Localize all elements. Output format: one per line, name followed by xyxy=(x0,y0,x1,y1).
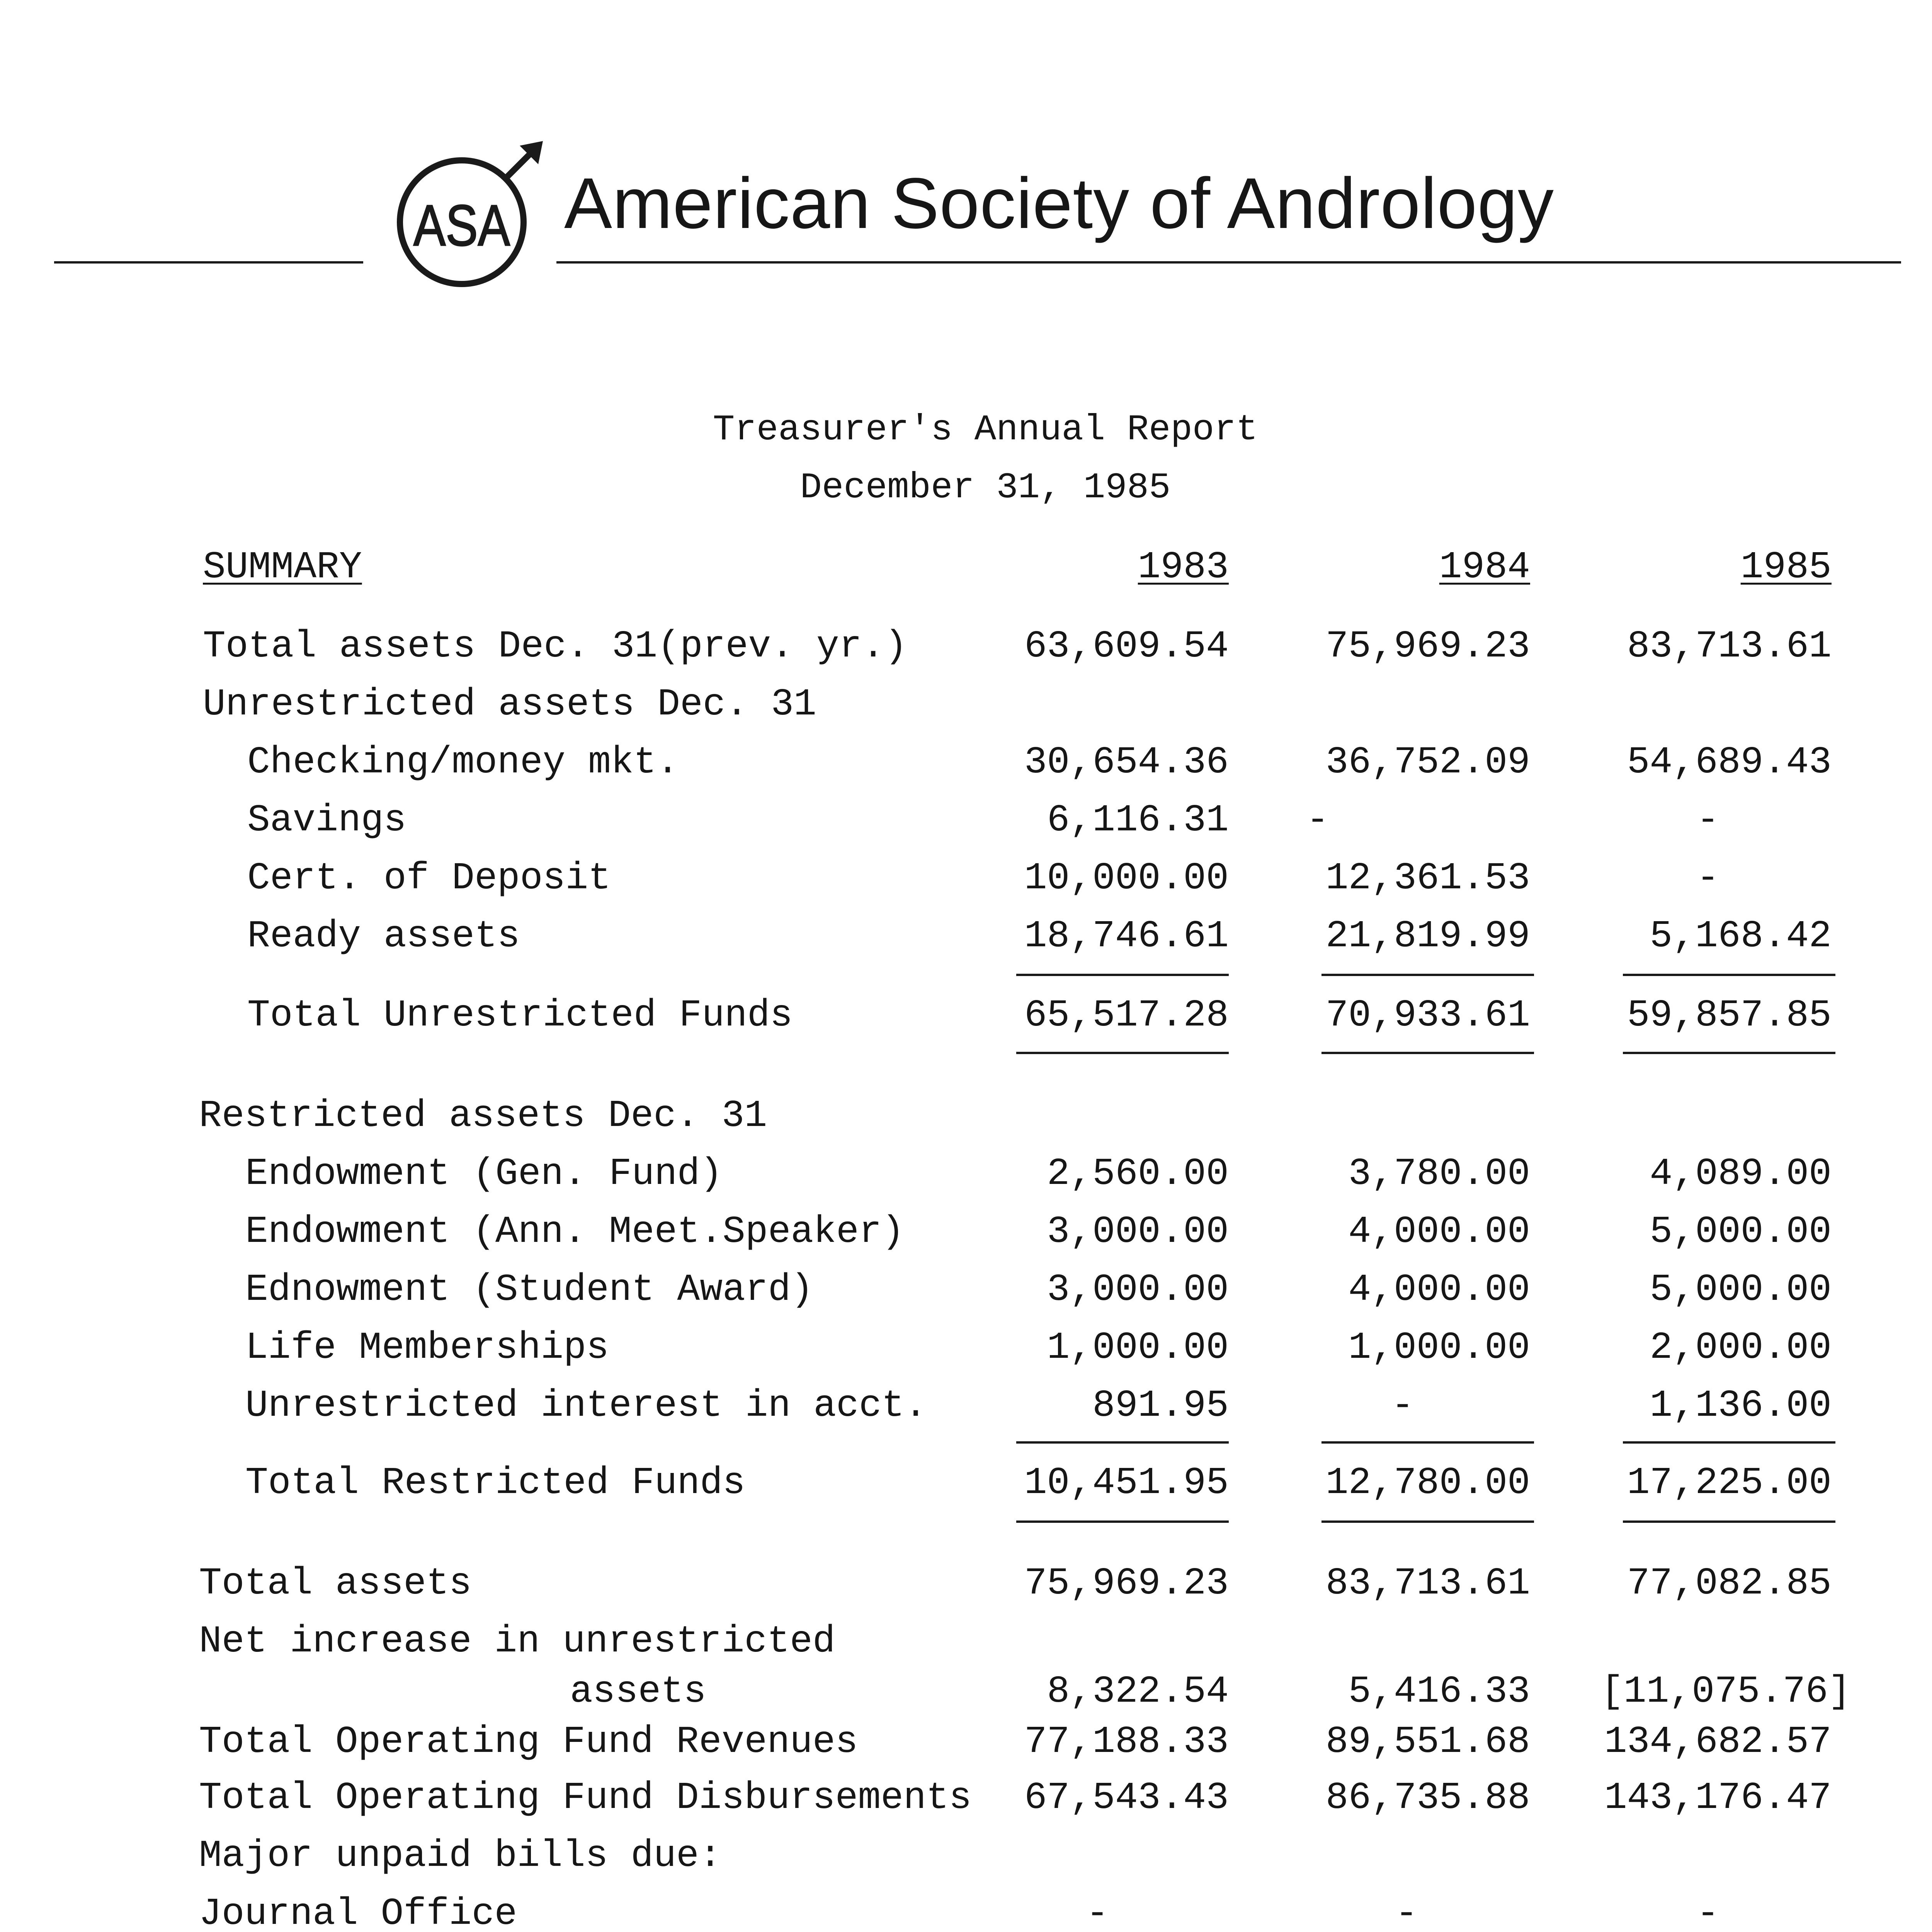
row-label-continued: assets xyxy=(570,1670,706,1713)
logo-lettering: ASA xyxy=(413,193,510,258)
value-1983: 67,543.43 xyxy=(1024,1777,1229,1820)
value-1985: - xyxy=(1696,1893,1719,1932)
org-name: American Society of Andrology xyxy=(564,163,1554,243)
row-label: Net increase in unrestricted xyxy=(199,1620,835,1663)
section-heading-row xyxy=(0,1097,1932,1144)
value-1985: 134,682.57 xyxy=(1604,1721,1832,1764)
value-1983: 63,609.54 xyxy=(1024,625,1229,668)
row-label: Cert. of Deposit xyxy=(247,857,611,900)
value-1985: 83,713.61 xyxy=(1627,625,1832,668)
value-1983: 77,188.33 xyxy=(1024,1721,1229,1764)
value-1984: - xyxy=(1306,799,1329,842)
subtotal-rule xyxy=(1623,974,1835,976)
value-1984: 4,000.00 xyxy=(1348,1269,1530,1311)
value-1985: [11,075.76] xyxy=(1601,1670,1851,1713)
summary-label: SUMMARY xyxy=(203,546,362,589)
total-rule xyxy=(1016,1520,1229,1523)
table-header xyxy=(0,546,1932,595)
table-row xyxy=(0,1723,1932,1770)
value-1984: - xyxy=(1391,1384,1414,1427)
table-row xyxy=(0,1329,1932,1376)
value-1984: 1,000.00 xyxy=(1348,1327,1530,1369)
asa-logo-icon xyxy=(386,133,549,296)
section-heading-row xyxy=(0,683,1932,732)
table-row xyxy=(0,1384,1932,1434)
value-1984: 86,735.88 xyxy=(1325,1777,1530,1820)
row-label: Ednowment (Student Award) xyxy=(245,1269,814,1311)
letterhead-rule-right xyxy=(556,261,1901,264)
subtotal-rule xyxy=(1321,974,1534,976)
total-row xyxy=(0,1464,1932,1511)
total-rule xyxy=(1321,1052,1534,1054)
value-1985: 1,136.00 xyxy=(1650,1384,1832,1427)
value-1985: 2,000.00 xyxy=(1650,1327,1832,1369)
report-date: December 31, 1985 xyxy=(800,468,1171,509)
value-1984: 3,780.00 xyxy=(1348,1153,1530,1196)
value-1985: - xyxy=(1696,799,1719,842)
subtotal-rule xyxy=(1016,974,1229,976)
row-label: Unrestricted interest in acct. xyxy=(245,1384,927,1427)
value-1984: - xyxy=(1395,1893,1418,1932)
value-1985: 5,000.00 xyxy=(1650,1269,1832,1311)
row-label: Checking/money mkt. xyxy=(247,741,679,784)
total-rule xyxy=(1016,1052,1229,1054)
value-1984: 12,780.00 xyxy=(1325,1462,1530,1505)
row-label: Life Memberships xyxy=(245,1327,609,1369)
value-1985: 17,225.00 xyxy=(1627,1462,1832,1505)
section-heading: Unrestricted assets Dec. 31 xyxy=(203,683,816,726)
table-row xyxy=(0,857,1932,906)
section-heading: Major unpaid bills due: xyxy=(199,1835,722,1878)
value-1983: 10,000.00 xyxy=(1024,857,1229,900)
table-row xyxy=(0,741,1932,790)
value-1984: 36,752.09 xyxy=(1325,741,1530,784)
value-1983: 18,746.61 xyxy=(1024,915,1229,958)
value-1983: 3,000.00 xyxy=(1047,1269,1229,1311)
value-1984: 21,819.99 xyxy=(1325,915,1530,958)
value-1985: 59,857.85 xyxy=(1627,994,1832,1037)
table-row xyxy=(0,1271,1932,1318)
row-label: Total Restricted Funds xyxy=(245,1462,745,1505)
letterhead-rule-left xyxy=(54,261,363,264)
value-1985: - xyxy=(1696,857,1719,900)
row-label: Total Operating Fund Revenues xyxy=(199,1721,858,1764)
subtotal-rule xyxy=(1321,1441,1534,1444)
row-label: Endowment (Gen. Fund) xyxy=(245,1153,723,1196)
total-row xyxy=(0,994,1932,1043)
subtotal-rule xyxy=(1623,1441,1835,1444)
row-label: Endowment (Ann. Meet.Speaker) xyxy=(245,1211,905,1253)
value-1983: 2,560.00 xyxy=(1047,1153,1229,1196)
table-row xyxy=(0,1562,1932,1611)
value-1983: 10,451.95 xyxy=(1024,1462,1229,1505)
value-1984: 4,000.00 xyxy=(1348,1211,1530,1253)
row-label: Total assets xyxy=(199,1562,472,1605)
value-1983: 1,000.00 xyxy=(1047,1327,1229,1369)
table-row xyxy=(0,1779,1932,1826)
report-title: Treasurer's Annual Report xyxy=(713,410,1258,451)
year-header-1983: 1983 xyxy=(1138,546,1229,589)
value-1983: - xyxy=(1086,1893,1109,1932)
table-row xyxy=(0,1895,1932,1932)
row-label: Total Operating Fund Disbursements xyxy=(199,1777,972,1820)
row-label: Total assets Dec. 31(prev. yr.) xyxy=(203,625,908,668)
value-1983: 30,654.36 xyxy=(1024,741,1229,784)
table-row xyxy=(0,625,1932,674)
row-label: Total Unrestricted Funds xyxy=(247,994,793,1037)
total-rule xyxy=(1623,1520,1835,1523)
value-1983: 8,322.54 xyxy=(1047,1670,1229,1713)
row-label: Journal Office xyxy=(199,1893,517,1932)
section-heading-row xyxy=(0,1837,1932,1884)
table-row xyxy=(0,915,1932,964)
value-1985: 143,176.47 xyxy=(1604,1777,1832,1820)
value-1983: 891.95 xyxy=(1092,1384,1229,1427)
total-rule xyxy=(1321,1520,1534,1523)
value-1984: 70,933.61 xyxy=(1325,994,1530,1037)
subtotal-rule xyxy=(1016,1441,1229,1444)
section-heading: Restricted assets Dec. 31 xyxy=(199,1095,767,1138)
value-1985: 54,689.43 xyxy=(1627,741,1832,784)
row-label: Savings xyxy=(247,799,406,842)
year-header-1984: 1984 xyxy=(1439,546,1530,589)
value-1984: 89,551.68 xyxy=(1325,1721,1530,1764)
year-header-1985: 1985 xyxy=(1740,546,1832,589)
value-1983: 75,969.23 xyxy=(1024,1562,1229,1605)
table-row xyxy=(0,1155,1932,1202)
row-label: Ready assets xyxy=(247,915,520,958)
value-1984: 12,361.53 xyxy=(1325,857,1530,900)
table-row xyxy=(0,1213,1932,1260)
value-1984: 5,416.33 xyxy=(1348,1670,1530,1713)
value-1984: 75,969.23 xyxy=(1325,625,1530,668)
value-1985: 5,000.00 xyxy=(1650,1211,1832,1253)
table-row xyxy=(0,799,1932,848)
table-row xyxy=(0,1620,1932,1723)
value-1984: 83,713.61 xyxy=(1325,1562,1530,1605)
total-rule xyxy=(1623,1052,1835,1054)
value-1985: 5,168.42 xyxy=(1650,915,1832,958)
value-1985: 4,089.00 xyxy=(1650,1153,1832,1196)
value-1983: 65,517.28 xyxy=(1024,994,1229,1037)
value-1983: 6,116.31 xyxy=(1047,799,1229,842)
value-1983: 3,000.00 xyxy=(1047,1211,1229,1253)
value-1985: 77,082.85 xyxy=(1627,1562,1832,1605)
